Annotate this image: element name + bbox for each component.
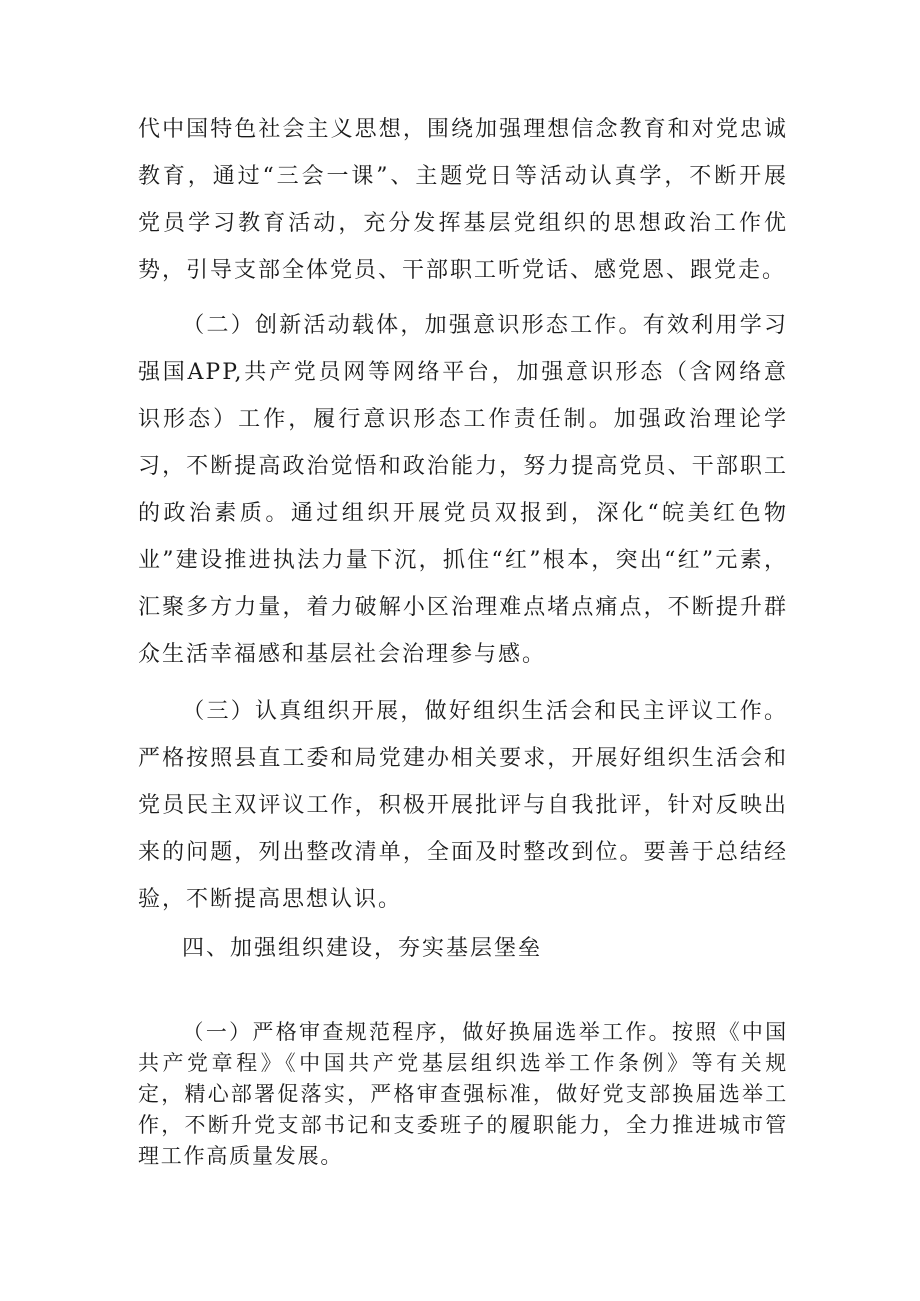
heading-text: 四、加强组织建设，夯实基层堡垒 [182, 936, 543, 961]
paragraph-text: 代中国特色社会主义思想，围绕加强理想信念教育和对党忠诚教育，通过“三会一课”、主题党日等活动认真学，不断开展党员学习教育活动，充分发挥基层党组织的思想政治工作优势，引导支部全体党员、干部职工听党话、感党恩、跟党走。 [138, 117, 788, 283]
section-heading-organization-building [138, 925, 788, 972]
body-paragraph-continuation [138, 106, 788, 294]
paragraph-text: （二）创新活动载体，加强意识形态工作。有效利用学习强国APP,共产党员网等网络平台，加强意识形态（含网络意识形态）工作，履行意识形态工作责任制。加强政治理论学习，不断提高政治觉悟和政治能力，努力提高党员、干部职工的政治素质。通过组织开展党员双报到，深化“皖美红色物业”建设推进执法力量下沉，抓住“红”根本，突出“红”元素，汇聚多方力量，着力破解小区治理难点堵点痛点，不断提升群众生活幸福感和基层社会治理参与感。 [138, 313, 788, 667]
body-paragraph-election-work [138, 1017, 788, 1172]
paragraph-text: （一）严格审查规范程序，做好换届选举工作。按照《中国共产党章程》《中国共产党基层组织选举工作条例》等有关规定，精心部署促落实，严格审查强标准，做好党支部换届选举工作，不断升党支部书记和支委班子的履职能力，全力推进城市管理工作高质量发展。 [138, 1020, 788, 1168]
paragraph-text: （三）认真组织开展，做好组织生活会和民主评议工作。严格按照县直工委和局党建办相关要求，开展好组织生活会和党员民主双评议工作，积极开展批评与自我批评，针对反映出来的问题，列出整改清单，全面及时整改到位。要善于总结经验，不断提高思想认识。 [138, 699, 788, 912]
body-paragraph-innovate-activities [138, 302, 788, 678]
body-paragraph-organization-life [138, 688, 788, 923]
